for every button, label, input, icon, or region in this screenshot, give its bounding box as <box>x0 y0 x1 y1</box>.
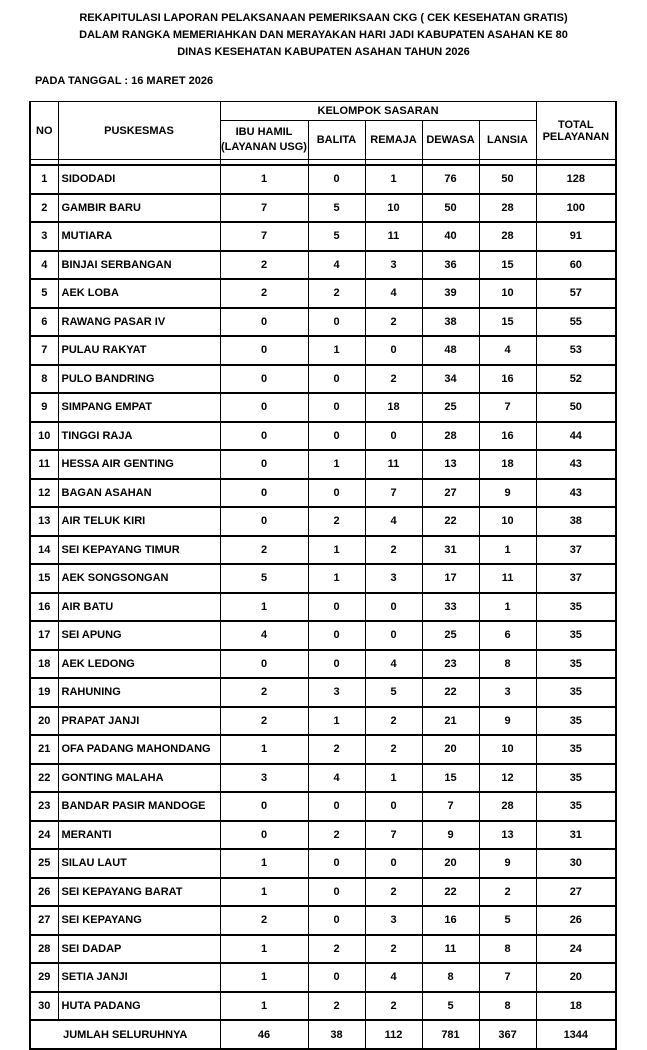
cell-remaja: 4 <box>365 963 422 992</box>
cell-ibu-hamil: 7 <box>220 222 308 251</box>
cell-puskesmas: SEI KEPAYANG TIMUR <box>58 536 220 565</box>
cell-remaja: 1 <box>365 764 422 793</box>
cell-total: 44 <box>536 422 616 451</box>
cell-remaja: 11 <box>365 222 422 251</box>
cell-total: 24 <box>536 935 616 964</box>
cell-no: 28 <box>30 935 58 964</box>
cell-no: 25 <box>30 849 58 878</box>
cell-puskesmas: HESSA AIR GENTING <box>58 450 220 479</box>
cell-remaja: 2 <box>365 935 422 964</box>
cell-dewasa: 15 <box>422 764 479 793</box>
cell-ibu-hamil: 0 <box>220 393 308 422</box>
cell-total: 91 <box>536 222 616 251</box>
cell-lansia: 10 <box>479 735 536 764</box>
cell-puskesmas: BAGAN ASAHAN <box>58 479 220 508</box>
cell-ibu-hamil: 4 <box>220 621 308 650</box>
cell-remaja: 11 <box>365 450 422 479</box>
header-total-line-2: PELAYANAN <box>542 130 610 143</box>
cell-remaja: 2 <box>365 365 422 394</box>
cell-total: 35 <box>536 650 616 679</box>
cell-remaja: 0 <box>365 593 422 622</box>
cell-lansia: 28 <box>479 222 536 251</box>
cell-ibu-hamil: 2 <box>220 251 308 280</box>
cell-lansia: 7 <box>479 963 536 992</box>
cell-total: 43 <box>536 450 616 479</box>
table-row <box>30 251 616 280</box>
cell-balita: 2 <box>308 935 365 964</box>
header-ibu-hamil-line-2: (LAYANAN USG) <box>221 141 307 153</box>
cell-lansia: 9 <box>479 479 536 508</box>
cell-no: 5 <box>30 279 58 308</box>
cell-balita: 0 <box>308 792 365 821</box>
cell-total: 50 <box>536 393 616 422</box>
cell-remaja: 5 <box>365 678 422 707</box>
cell-ibu-hamil: 1 <box>220 165 308 194</box>
cell-remaja: 2 <box>365 735 422 764</box>
cell-total: 55 <box>536 308 616 337</box>
cell-balita: 0 <box>308 621 365 650</box>
table-row <box>30 450 616 479</box>
table-row <box>30 764 616 793</box>
cell-lansia: 1 <box>479 593 536 622</box>
cell-lansia: 16 <box>479 365 536 394</box>
cell-remaja: 0 <box>365 792 422 821</box>
cell-total: 20 <box>536 963 616 992</box>
cell-lansia: 28 <box>479 792 536 821</box>
cell-ibu-hamil: 2 <box>220 707 308 736</box>
cell-remaja: 4 <box>365 507 422 536</box>
cell-lansia: 9 <box>479 707 536 736</box>
cell-dewasa: 17 <box>422 564 479 593</box>
cell-puskesmas: AIR TELUK KIRI <box>58 507 220 536</box>
cell-no: 14 <box>30 536 58 565</box>
table-row <box>30 194 616 223</box>
cell-balita: 2 <box>308 507 365 536</box>
cell-lansia: 15 <box>479 251 536 280</box>
cell-no: 27 <box>30 906 58 935</box>
cell-puskesmas: PRAPAT JANJI <box>58 707 220 736</box>
cell-total: 35 <box>536 764 616 793</box>
cell-dewasa: 5 <box>422 992 479 1021</box>
cell-balita: 3 <box>308 678 365 707</box>
cell-remaja: 2 <box>365 536 422 565</box>
table-row <box>30 735 616 764</box>
cell-dewasa: 48 <box>422 336 479 365</box>
cell-ibu-hamil: 0 <box>220 422 308 451</box>
cell-puskesmas: BANDAR PASIR MANDOGE <box>58 792 220 821</box>
table-row <box>30 792 616 821</box>
table-row <box>30 308 616 337</box>
cell-balita: 5 <box>308 222 365 251</box>
table-row <box>30 878 616 907</box>
total-ibu-hamil: 46 <box>220 1020 308 1049</box>
cell-no: 11 <box>30 450 58 479</box>
cell-ibu-hamil: 1 <box>220 593 308 622</box>
table-body <box>30 160 616 1021</box>
total-lansia: 367 <box>479 1020 536 1049</box>
cell-puskesmas: SIMPANG EMPAT <box>58 393 220 422</box>
cell-puskesmas: SEI DADAP <box>58 935 220 964</box>
total-label: JUMLAH SELURUHNYA <box>30 1020 220 1049</box>
cell-dewasa: 16 <box>422 906 479 935</box>
cell-puskesmas: AEK LEDONG <box>58 650 220 679</box>
cell-no: 19 <box>30 678 58 707</box>
cell-ibu-hamil: 7 <box>220 194 308 223</box>
cell-puskesmas: MERANTI <box>58 821 220 850</box>
cell-no: 4 <box>30 251 58 280</box>
cell-ibu-hamil: 3 <box>220 764 308 793</box>
cell-lansia: 12 <box>479 764 536 793</box>
table-row <box>30 507 616 536</box>
cell-no: 30 <box>30 992 58 1021</box>
cell-dewasa: 8 <box>422 963 479 992</box>
cell-puskesmas: BINJAI SERBANGAN <box>58 251 220 280</box>
cell-ibu-hamil: 5 <box>220 564 308 593</box>
cell-dewasa: 7 <box>422 792 479 821</box>
cell-ibu-hamil: 0 <box>220 365 308 394</box>
cell-balita: 1 <box>308 707 365 736</box>
cell-no: 13 <box>30 507 58 536</box>
cell-puskesmas: SEI APUNG <box>58 621 220 650</box>
cell-no: 18 <box>30 650 58 679</box>
cell-total: 27 <box>536 878 616 907</box>
cell-no: 21 <box>30 735 58 764</box>
cell-balita: 2 <box>308 735 365 764</box>
cell-no: 9 <box>30 393 58 422</box>
cell-ibu-hamil: 1 <box>220 992 308 1021</box>
cell-remaja: 0 <box>365 422 422 451</box>
cell-puskesmas: SEI KEPAYANG <box>58 906 220 935</box>
cell-puskesmas: AEK SONGSONGAN <box>58 564 220 593</box>
table-row <box>30 393 616 422</box>
cell-lansia: 6 <box>479 621 536 650</box>
header-kelompok-sasaran: KELOMPOK SASARAN <box>220 102 536 121</box>
cell-remaja: 7 <box>365 479 422 508</box>
cell-ibu-hamil: 1 <box>220 963 308 992</box>
cell-remaja: 10 <box>365 194 422 223</box>
cell-lansia: 15 <box>479 308 536 337</box>
cell-remaja: 0 <box>365 336 422 365</box>
report-title-line-3: DINAS KESEHATAN KABUPATEN ASAHAN TAHUN 2026 <box>177 46 470 58</box>
table-row <box>30 279 616 308</box>
cell-balita: 1 <box>308 564 365 593</box>
cell-ibu-hamil: 0 <box>220 308 308 337</box>
cell-remaja: 0 <box>365 621 422 650</box>
header-dewasa: DEWASA <box>422 121 479 160</box>
recap-table <box>29 101 617 1050</box>
cell-ibu-hamil: 0 <box>220 479 308 508</box>
total-dewasa: 781 <box>422 1020 479 1049</box>
cell-balita: 1 <box>308 536 365 565</box>
cell-lansia: 10 <box>479 507 536 536</box>
cell-remaja: 2 <box>365 308 422 337</box>
cell-dewasa: 33 <box>422 593 479 622</box>
header-remaja: REMAJA <box>365 121 422 160</box>
cell-remaja: 2 <box>365 707 422 736</box>
cell-no: 20 <box>30 707 58 736</box>
cell-no: 8 <box>30 365 58 394</box>
table-row <box>30 707 616 736</box>
cell-remaja: 4 <box>365 279 422 308</box>
cell-dewasa: 39 <box>422 279 479 308</box>
cell-puskesmas: PULAU RAKYAT <box>58 336 220 365</box>
cell-total: 53 <box>536 336 616 365</box>
cell-total: 37 <box>536 536 616 565</box>
total-pelayanan: 1344 <box>536 1020 616 1049</box>
cell-puskesmas: PULO BANDRING <box>58 365 220 394</box>
cell-dewasa: 25 <box>422 393 479 422</box>
cell-total: 128 <box>536 165 616 194</box>
cell-balita: 0 <box>308 650 365 679</box>
cell-dewasa: 25 <box>422 621 479 650</box>
cell-no: 26 <box>30 878 58 907</box>
cell-balita: 0 <box>308 308 365 337</box>
cell-remaja: 3 <box>365 906 422 935</box>
cell-no: 3 <box>30 222 58 251</box>
table-row <box>30 906 616 935</box>
cell-lansia: 8 <box>479 650 536 679</box>
cell-dewasa: 22 <box>422 678 479 707</box>
cell-lansia: 1 <box>479 536 536 565</box>
cell-balita: 0 <box>308 165 365 194</box>
table-row <box>30 564 616 593</box>
table-row <box>30 935 616 964</box>
cell-dewasa: 36 <box>422 251 479 280</box>
cell-dewasa: 34 <box>422 365 479 394</box>
cell-balita: 0 <box>308 593 365 622</box>
cell-ibu-hamil: 1 <box>220 935 308 964</box>
cell-puskesmas: MUTIARA <box>58 222 220 251</box>
cell-dewasa: 50 <box>422 194 479 223</box>
cell-ibu-hamil: 0 <box>220 792 308 821</box>
cell-dewasa: 38 <box>422 308 479 337</box>
cell-balita: 4 <box>308 764 365 793</box>
cell-ibu-hamil: 1 <box>220 849 308 878</box>
cell-ibu-hamil: 0 <box>220 450 308 479</box>
table-row <box>30 992 616 1021</box>
cell-balita: 0 <box>308 365 365 394</box>
cell-dewasa: 21 <box>422 707 479 736</box>
cell-no: 23 <box>30 792 58 821</box>
cell-no: 17 <box>30 621 58 650</box>
cell-lansia: 28 <box>479 194 536 223</box>
cell-remaja: 18 <box>365 393 422 422</box>
table-row <box>30 849 616 878</box>
cell-lansia: 9 <box>479 849 536 878</box>
table-row <box>30 222 616 251</box>
cell-no: 16 <box>30 593 58 622</box>
cell-dewasa: 31 <box>422 536 479 565</box>
cell-no: 1 <box>30 165 58 194</box>
cell-balita: 0 <box>308 393 365 422</box>
cell-dewasa: 13 <box>422 450 479 479</box>
report-date: PADA TANGGAL : 16 MARET 2026 <box>35 75 214 87</box>
cell-ibu-hamil: 2 <box>220 536 308 565</box>
cell-lansia: 7 <box>479 393 536 422</box>
cell-total: 30 <box>536 849 616 878</box>
header-ibu-hamil-line-1: IBU HAMIL <box>235 126 293 138</box>
cell-dewasa: 22 <box>422 507 479 536</box>
cell-total: 57 <box>536 279 616 308</box>
cell-puskesmas: AIR BATU <box>58 593 220 622</box>
cell-balita: 2 <box>308 992 365 1021</box>
header-lansia: LANSIA <box>479 121 536 160</box>
cell-total: 35 <box>536 707 616 736</box>
cell-ibu-hamil: 0 <box>220 336 308 365</box>
cell-lansia: 50 <box>479 165 536 194</box>
cell-total: 35 <box>536 792 616 821</box>
cell-puskesmas: SEI KEPAYANG BARAT <box>58 878 220 907</box>
cell-lansia: 13 <box>479 821 536 850</box>
cell-puskesmas: HUTA PADANG <box>58 992 220 1021</box>
table-row <box>30 365 616 394</box>
table-row <box>30 336 616 365</box>
cell-puskesmas: OFA PADANG MAHONDANG <box>58 735 220 764</box>
cell-lansia: 10 <box>479 279 536 308</box>
table-row <box>30 165 616 194</box>
table-row <box>30 678 616 707</box>
cell-total: 26 <box>536 906 616 935</box>
cell-dewasa: 20 <box>422 735 479 764</box>
cell-total: 31 <box>536 821 616 850</box>
table-row <box>30 593 616 622</box>
total-row <box>30 1020 616 1049</box>
cell-total: 35 <box>536 593 616 622</box>
cell-dewasa: 28 <box>422 422 479 451</box>
cell-no: 24 <box>30 821 58 850</box>
cell-balita: 0 <box>308 849 365 878</box>
header-ibu-hamil <box>220 121 308 160</box>
cell-lansia: 4 <box>479 336 536 365</box>
cell-no: 10 <box>30 422 58 451</box>
cell-lansia: 2 <box>479 878 536 907</box>
cell-dewasa: 76 <box>422 165 479 194</box>
cell-ibu-hamil: 2 <box>220 906 308 935</box>
cell-puskesmas: AEK LOBA <box>58 279 220 308</box>
cell-dewasa: 9 <box>422 821 479 850</box>
cell-total: 100 <box>536 194 616 223</box>
cell-lansia: 5 <box>479 906 536 935</box>
cell-no: 12 <box>30 479 58 508</box>
cell-balita: 4 <box>308 251 365 280</box>
cell-dewasa: 23 <box>422 650 479 679</box>
cell-puskesmas: GONTING MALAHA <box>58 764 220 793</box>
cell-no: 29 <box>30 963 58 992</box>
cell-total: 37 <box>536 564 616 593</box>
cell-balita: 1 <box>308 336 365 365</box>
cell-balita: 2 <box>308 821 365 850</box>
table-row <box>30 821 616 850</box>
cell-puskesmas: SILAU LAUT <box>58 849 220 878</box>
cell-ibu-hamil: 0 <box>220 507 308 536</box>
cell-balita: 0 <box>308 878 365 907</box>
cell-balita: 0 <box>308 479 365 508</box>
cell-remaja: 4 <box>365 650 422 679</box>
cell-no: 2 <box>30 194 58 223</box>
cell-total: 35 <box>536 621 616 650</box>
cell-dewasa: 27 <box>422 479 479 508</box>
cell-no: 22 <box>30 764 58 793</box>
table-row <box>30 479 616 508</box>
cell-dewasa: 11 <box>422 935 479 964</box>
cell-remaja: 0 <box>365 849 422 878</box>
table-row <box>30 422 616 451</box>
cell-lansia: 3 <box>479 678 536 707</box>
cell-remaja: 3 <box>365 564 422 593</box>
cell-lansia: 11 <box>479 564 536 593</box>
cell-total: 52 <box>536 365 616 394</box>
cell-total: 35 <box>536 735 616 764</box>
cell-ibu-hamil: 0 <box>220 650 308 679</box>
table-row <box>30 963 616 992</box>
header-balita: BALITA <box>308 121 365 160</box>
cell-puskesmas: GAMBIR BARU <box>58 194 220 223</box>
header-no: NO <box>30 102 58 160</box>
cell-lansia: 16 <box>479 422 536 451</box>
cell-puskesmas: RAWANG PASAR IV <box>58 308 220 337</box>
cell-ibu-hamil: 2 <box>220 279 308 308</box>
cell-total: 60 <box>536 251 616 280</box>
total-remaja: 112 <box>365 1020 422 1049</box>
total-balita: 38 <box>308 1020 365 1049</box>
cell-total: 43 <box>536 479 616 508</box>
cell-balita: 5 <box>308 194 365 223</box>
cell-remaja: 2 <box>365 878 422 907</box>
cell-ibu-hamil: 1 <box>220 735 308 764</box>
cell-no: 15 <box>30 564 58 593</box>
cell-balita: 0 <box>308 963 365 992</box>
cell-ibu-hamil: 2 <box>220 678 308 707</box>
cell-ibu-hamil: 0 <box>220 821 308 850</box>
cell-lansia: 8 <box>479 935 536 964</box>
cell-puskesmas: SIDODADI <box>58 165 220 194</box>
header-total <box>536 102 616 160</box>
table-row <box>30 621 616 650</box>
cell-remaja: 3 <box>365 251 422 280</box>
cell-balita: 0 <box>308 906 365 935</box>
report-title-line-2: DALAM RANGKA MEMERIAHKAN DAN MERAYAKAN HARI JADI KABUPATEN ASAHAN KE 80 <box>79 29 568 41</box>
cell-ibu-hamil: 1 <box>220 878 308 907</box>
cell-lansia: 8 <box>479 992 536 1021</box>
cell-dewasa: 20 <box>422 849 479 878</box>
cell-no: 7 <box>30 336 58 365</box>
cell-total: 38 <box>536 507 616 536</box>
cell-total: 18 <box>536 992 616 1021</box>
table-row <box>30 536 616 565</box>
cell-remaja: 1 <box>365 165 422 194</box>
table-row <box>30 650 616 679</box>
header-puskesmas: PUSKESMAS <box>58 102 220 160</box>
report-title-line-1: REKAPITULASI LAPORAN PELAKSANAAN PEMERIKSAAN CKG ( CEK KESEHATAN GRATIS) <box>79 12 568 24</box>
cell-remaja: 2 <box>365 992 422 1021</box>
cell-dewasa: 22 <box>422 878 479 907</box>
cell-balita: 1 <box>308 450 365 479</box>
cell-balita: 0 <box>308 422 365 451</box>
cell-total: 35 <box>536 678 616 707</box>
cell-remaja: 7 <box>365 821 422 850</box>
cell-puskesmas: RAHUNING <box>58 678 220 707</box>
cell-no: 6 <box>30 308 58 337</box>
cell-puskesmas: SETIA JANJI <box>58 963 220 992</box>
cell-lansia: 18 <box>479 450 536 479</box>
cell-balita: 2 <box>308 279 365 308</box>
cell-puskesmas: TINGGI RAJA <box>58 422 220 451</box>
header-total-line-1: TOTAL <box>557 118 594 131</box>
cell-dewasa: 40 <box>422 222 479 251</box>
